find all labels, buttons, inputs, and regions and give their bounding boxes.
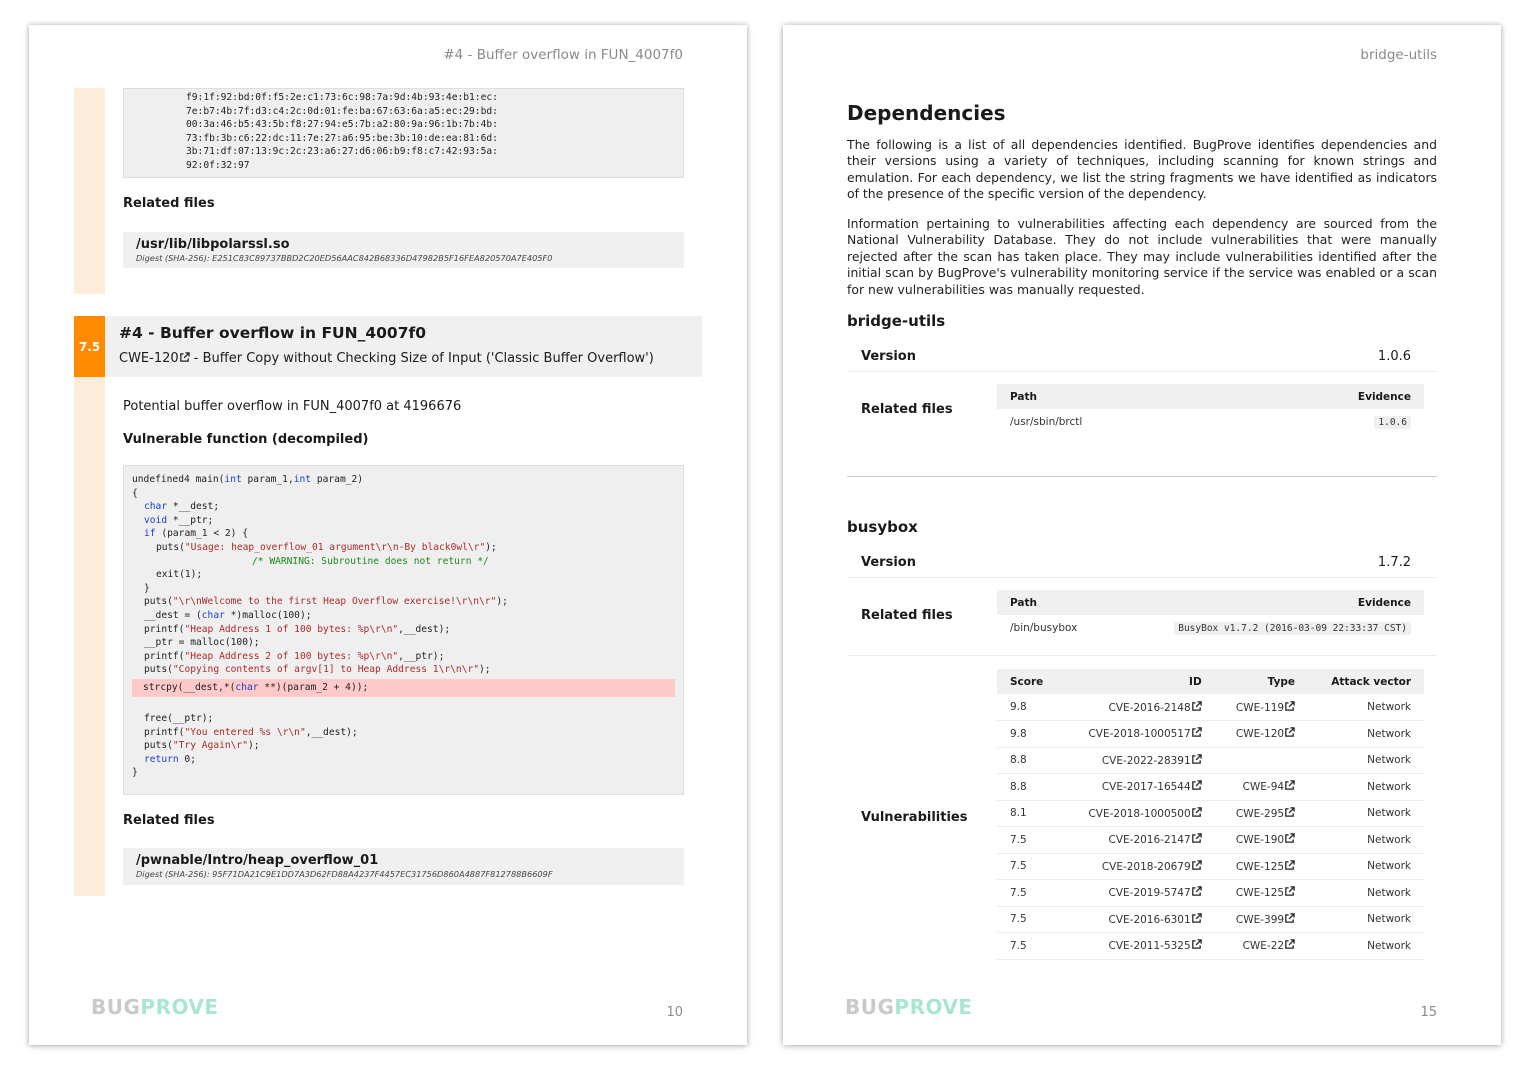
file-path: /pwnable/Intro/heap_overflow_01 xyxy=(136,853,379,868)
cwe-link[interactable]: CWE-120 xyxy=(119,351,179,366)
related-files-table xyxy=(997,384,1424,436)
vulnerabilities-label: Vulnerabilities xyxy=(861,810,968,825)
version-label: Version xyxy=(861,349,916,364)
attack-vector-cell: Network xyxy=(1308,747,1424,774)
intro-paragraph: The following is a list of all dependencies identified. BugProve identifies dependencies and their versions using a variety of techniques, including scanning for known strings and emulation. For each dependency, we list the string fragments we have identified as indicators of the presence of the specific version of the dependency. xyxy=(847,137,1437,202)
cwe-link[interactable]: CWE-94 xyxy=(1242,781,1285,794)
external-link-icon[interactable] xyxy=(1191,780,1202,791)
column-header: Score xyxy=(997,669,1062,694)
file-path: /usr/lib/libpolarssl.so xyxy=(136,237,290,252)
code-line: if (param_1 < 2) { xyxy=(144,528,248,540)
cve-link[interactable]: CVE-2022-28391 xyxy=(1101,754,1191,767)
bugprove-logo: BUGPROVE xyxy=(845,995,973,1019)
cvss-score-cell: 7.5 xyxy=(997,933,1062,960)
column-header: Evidence xyxy=(1234,384,1424,409)
related-files-label: Related files xyxy=(861,608,953,623)
external-link-icon[interactable] xyxy=(1284,807,1295,818)
external-link-icon[interactable] xyxy=(1284,833,1295,844)
evidence-tag: 1.0.6 xyxy=(1374,416,1411,429)
attack-vector-cell: Network xyxy=(1308,880,1424,907)
finding-title: #4 - Buffer overflow in FUN_4007f0 xyxy=(119,324,427,342)
code-line: char *__dest; xyxy=(144,501,220,513)
external-link-icon[interactable] xyxy=(1191,807,1202,818)
cve-link[interactable]: CVE-2018-1000500 xyxy=(1088,807,1191,820)
code-blank-line xyxy=(124,699,683,713)
dependency-divider xyxy=(847,476,1437,477)
external-link-icon[interactable] xyxy=(1284,860,1295,871)
cve-id-cell xyxy=(1062,774,1215,801)
cwe-type-cell xyxy=(1215,906,1308,933)
column-header: Path xyxy=(997,384,1234,409)
highlighted-vulnerable-line: strcpy(__dest,*(char **)(param_2 + 4)); xyxy=(132,679,675,697)
table-row xyxy=(997,694,1424,721)
file-path-cell: /usr/sbin/brctl xyxy=(1010,416,1083,429)
table-row xyxy=(997,800,1424,827)
vulnerabilities-table xyxy=(997,669,1424,960)
hex-line: f9:1f:92:bd:0f:f5:2e:c1:73:6c:98:7a:9d:4b:93:4e:b1:ec: xyxy=(186,92,498,103)
table-header-row xyxy=(997,669,1424,694)
external-link-icon[interactable] xyxy=(1284,886,1295,897)
cvss-score-cell: 7.5 xyxy=(997,827,1062,854)
external-link-icon[interactable] xyxy=(1284,727,1295,738)
cve-id-cell xyxy=(1062,906,1215,933)
decompiled-code-block xyxy=(123,465,684,795)
code-line: { xyxy=(132,487,138,499)
cvss-score-cell: 7.5 xyxy=(997,853,1062,880)
cve-link[interactable]: CVE-2017-16544 xyxy=(1101,781,1191,794)
hex-line: 73:fb:3b:c6:22:dc:11:7e:27:a6:95:be:3b:10:de:ea:81:6d: xyxy=(186,132,498,144)
table-row xyxy=(997,409,1424,436)
column-header: Type xyxy=(1215,669,1308,694)
cve-link[interactable]: CVE-2018-20679 xyxy=(1101,860,1191,873)
cwe-link[interactable]: CWE-125 xyxy=(1235,860,1285,873)
code-line: free(__ptr); xyxy=(144,713,214,725)
table-row xyxy=(997,880,1424,907)
external-link-icon[interactable] xyxy=(1191,939,1202,950)
certificate-hex-block xyxy=(123,88,684,178)
table-row xyxy=(997,853,1424,880)
finding-header xyxy=(74,316,702,377)
cwe-type-cell xyxy=(1215,933,1308,960)
attack-vector-cell: Network xyxy=(1308,853,1424,880)
attack-vector-cell: Network xyxy=(1308,906,1424,933)
hex-line: 3b:71:df:07:13:9c:2c:23:a6:27:d6:06:b9:f8:c7:42:93:5a: xyxy=(186,146,498,158)
cve-id-cell xyxy=(1062,800,1215,827)
code-line: /* WARNING: Subroutine does not return */ xyxy=(252,555,489,567)
table-row xyxy=(997,827,1424,854)
related-files-heading: Related files xyxy=(123,196,215,211)
cve-link[interactable]: CVE-2016-2147 xyxy=(1108,834,1191,847)
cvss-score-cell: 9.8 xyxy=(997,721,1062,748)
external-link-icon[interactable] xyxy=(1284,701,1295,712)
finding-cwe xyxy=(119,351,654,366)
external-link-icon[interactable] xyxy=(1191,727,1202,738)
finding-severity-bar xyxy=(74,88,105,294)
cve-link[interactable]: CVE-2018-1000517 xyxy=(1088,728,1191,741)
cwe-type-cell xyxy=(1215,721,1308,748)
related-files-heading: Related files xyxy=(123,813,215,828)
file-path-cell: /bin/busybox xyxy=(1010,622,1078,635)
intro-paragraph: Information pertaining to vulnerabilities affecting each dependency are sourced from the National Vulnerability Database. They do not include vulnerabilities that were manually rejected after the scan has taken place. They may include vulnerabilities identified after the initial scan by BugProve's vulnerability monitoring service if the service was enabled or a scan for new vulnerabilities was manually requested. xyxy=(847,216,1437,297)
finding-severity-bar xyxy=(74,377,105,896)
code-line: puts("Usage: heap_overflow_01 argument\r\n-By black0wl\r"); xyxy=(156,541,497,553)
cve-link[interactable]: CVE-2016-6301 xyxy=(1108,913,1191,926)
hex-line: 00:3a:46:b5:43:5b:f8:27:94:e5:7b:a2:80:9a:96:1b:7b:4b: xyxy=(186,119,498,131)
section-title: Dependencies xyxy=(847,101,1006,125)
vulnerable-function-heading: Vulnerable function (decompiled) xyxy=(123,432,369,447)
code-line: void *__ptr; xyxy=(144,514,214,526)
cwe-type-cell xyxy=(1215,853,1308,880)
page-number: 15 xyxy=(1420,1005,1437,1020)
code-line: printf("You entered %s \r\n",__dest); xyxy=(144,726,358,738)
dependency-name: busybox xyxy=(847,518,918,536)
table-header-row xyxy=(997,384,1424,409)
external-link-icon[interactable] xyxy=(1284,913,1295,924)
attack-vector-cell: Network xyxy=(1308,827,1424,854)
cwe-link[interactable]: CWE-190 xyxy=(1235,834,1285,847)
evidence-cell xyxy=(1109,615,1424,642)
external-link-icon[interactable] xyxy=(1284,780,1295,791)
column-header: Attack vector xyxy=(1308,669,1424,694)
version-value: 1.0.6 xyxy=(1377,349,1411,364)
report-page-10 xyxy=(29,25,747,1045)
external-link-icon[interactable] xyxy=(1191,833,1202,844)
table-row xyxy=(997,906,1424,933)
table-header-row xyxy=(997,590,1424,615)
hex-line: 92:0f:32:97 xyxy=(186,159,250,171)
cwe-link[interactable]: CWE-295 xyxy=(1235,807,1285,820)
code-line: exit(1); xyxy=(156,569,203,581)
dependency-name: bridge-utils xyxy=(847,312,946,330)
external-link-icon[interactable] xyxy=(179,352,190,363)
evidence-tag: BusyBox v1.7.2 (2016-03-09 22:33:37 CST) xyxy=(1174,622,1411,635)
running-header: #4 - Buffer overflow in FUN_4007f0 xyxy=(443,47,683,63)
code-line: printf("Heap Address 1 of 100 bytes: %p\r\n",__dest); xyxy=(144,623,451,635)
report-page-15 xyxy=(783,25,1501,1045)
code-line: undefined4 main(int param_1,int param_2) xyxy=(132,474,364,485)
code-line: puts("Copying contents of argv[1] to Heap Address 1\r\n\r"); xyxy=(144,664,491,676)
related-files-label: Related files xyxy=(861,402,953,417)
code-line: puts("\r\nWelcome to the first Heap Overflow exercise!\r\n\r"); xyxy=(144,596,508,608)
cve-link[interactable]: CVE-2019-5747 xyxy=(1108,887,1191,900)
related-file-card xyxy=(123,232,684,268)
cwe-link[interactable]: CWE-399 xyxy=(1235,913,1285,926)
column-header: Path xyxy=(997,590,1109,615)
external-link-icon[interactable] xyxy=(1191,886,1202,897)
cwe-type-cell xyxy=(1215,774,1308,801)
cwe-link[interactable]: CWE-22 xyxy=(1242,940,1285,953)
cvss-score-cell: 8.8 xyxy=(997,747,1062,774)
file-digest: Digest (SHA-256): 95F71DA21C9E1DD7A3D62FD88A4237F4457EC31756D860A4887F812788B6609F xyxy=(136,869,553,879)
version-label: Version xyxy=(861,555,916,570)
running-header: bridge-utils xyxy=(1360,47,1437,63)
cve-id-cell xyxy=(1062,747,1215,774)
cve-id-cell xyxy=(1062,853,1215,880)
cve-id-cell xyxy=(1062,827,1215,854)
external-link-icon[interactable] xyxy=(1284,939,1295,950)
table-row xyxy=(997,774,1424,801)
cve-link[interactable]: CVE-2016-2148 xyxy=(1108,701,1191,714)
table-row xyxy=(997,615,1424,642)
external-link-icon[interactable] xyxy=(1191,860,1202,871)
code-line: puts("Try Again\r"); xyxy=(144,740,260,752)
hex-line: 7e:b7:4b:7f:d3:c4:2c:0d:01:fe:ba:67:63:6a:a5:ec:29:bd: xyxy=(186,105,498,117)
cvss-score-cell: 7.5 xyxy=(997,880,1062,907)
bugprove-logo: BUGPROVE xyxy=(91,995,219,1019)
cwe-type-cell xyxy=(1215,694,1308,721)
code-line: return 0; xyxy=(144,753,196,765)
cwe-type-cell xyxy=(1215,880,1308,907)
evidence-cell xyxy=(1234,409,1424,436)
version-value: 1.7.2 xyxy=(1377,555,1411,570)
cvss-score-cell: 8.8 xyxy=(997,774,1062,801)
related-files-table xyxy=(997,590,1424,642)
external-link-icon[interactable] xyxy=(1191,913,1202,924)
table-row xyxy=(997,747,1424,774)
table-row xyxy=(997,721,1424,748)
severity-score-badge: 7.5 xyxy=(74,316,105,377)
external-link-icon[interactable] xyxy=(1191,754,1202,765)
attack-vector-cell: Network xyxy=(1308,933,1424,960)
cwe-link[interactable]: CWE-120 xyxy=(1235,728,1285,741)
attack-vector-cell: Network xyxy=(1308,774,1424,801)
column-header: ID xyxy=(1062,669,1215,694)
cve-id-cell xyxy=(1062,694,1215,721)
external-link-icon[interactable] xyxy=(1191,701,1202,712)
code-line: __dest = (char *)malloc(100); xyxy=(144,609,312,621)
row-divider xyxy=(847,577,1437,578)
cve-id-cell xyxy=(1062,933,1215,960)
code-line: } xyxy=(132,767,138,779)
cwe-type-cell xyxy=(1215,800,1308,827)
code-line: printf("Heap Address 2 of 100 bytes: %p\r\n",__ptr); xyxy=(144,650,445,662)
attack-vector-cell: Network xyxy=(1308,721,1424,748)
code-line: } xyxy=(144,582,150,594)
column-header: Evidence xyxy=(1109,590,1424,615)
row-divider xyxy=(847,655,1437,656)
attack-vector-cell: Network xyxy=(1308,694,1424,721)
cwe-link[interactable]: CWE-119 xyxy=(1235,701,1285,714)
cvss-score-cell: 9.8 xyxy=(997,694,1062,721)
cwe-type-cell xyxy=(1215,827,1308,854)
finding-summary: Potential buffer overflow in FUN_4007f0 at 4196676 xyxy=(123,399,462,414)
cwe-link[interactable]: CWE-125 xyxy=(1235,887,1285,900)
cve-id-cell xyxy=(1062,880,1215,907)
related-file-card xyxy=(123,848,684,885)
cwe-type-cell xyxy=(1215,747,1308,774)
cwe-description: - Buffer Copy without Checking Size of Input ('Classic Buffer Overflow') xyxy=(189,351,654,366)
file-digest: Digest (SHA-256): E251C83C89737BBD2C20ED56AAC842B68336D47982B5F16FEA820570A7E405F0 xyxy=(136,253,553,263)
cve-link[interactable]: CVE-2011-5325 xyxy=(1108,940,1191,953)
cve-id-cell xyxy=(1062,721,1215,748)
page-number: 10 xyxy=(666,1005,683,1020)
code-line: __ptr = malloc(100); xyxy=(144,637,260,649)
cvss-score-cell: 7.5 xyxy=(997,906,1062,933)
table-row xyxy=(997,933,1424,960)
attack-vector-cell: Network xyxy=(1308,800,1424,827)
row-divider xyxy=(847,371,1437,372)
cvss-score-cell: 8.1 xyxy=(997,800,1062,827)
